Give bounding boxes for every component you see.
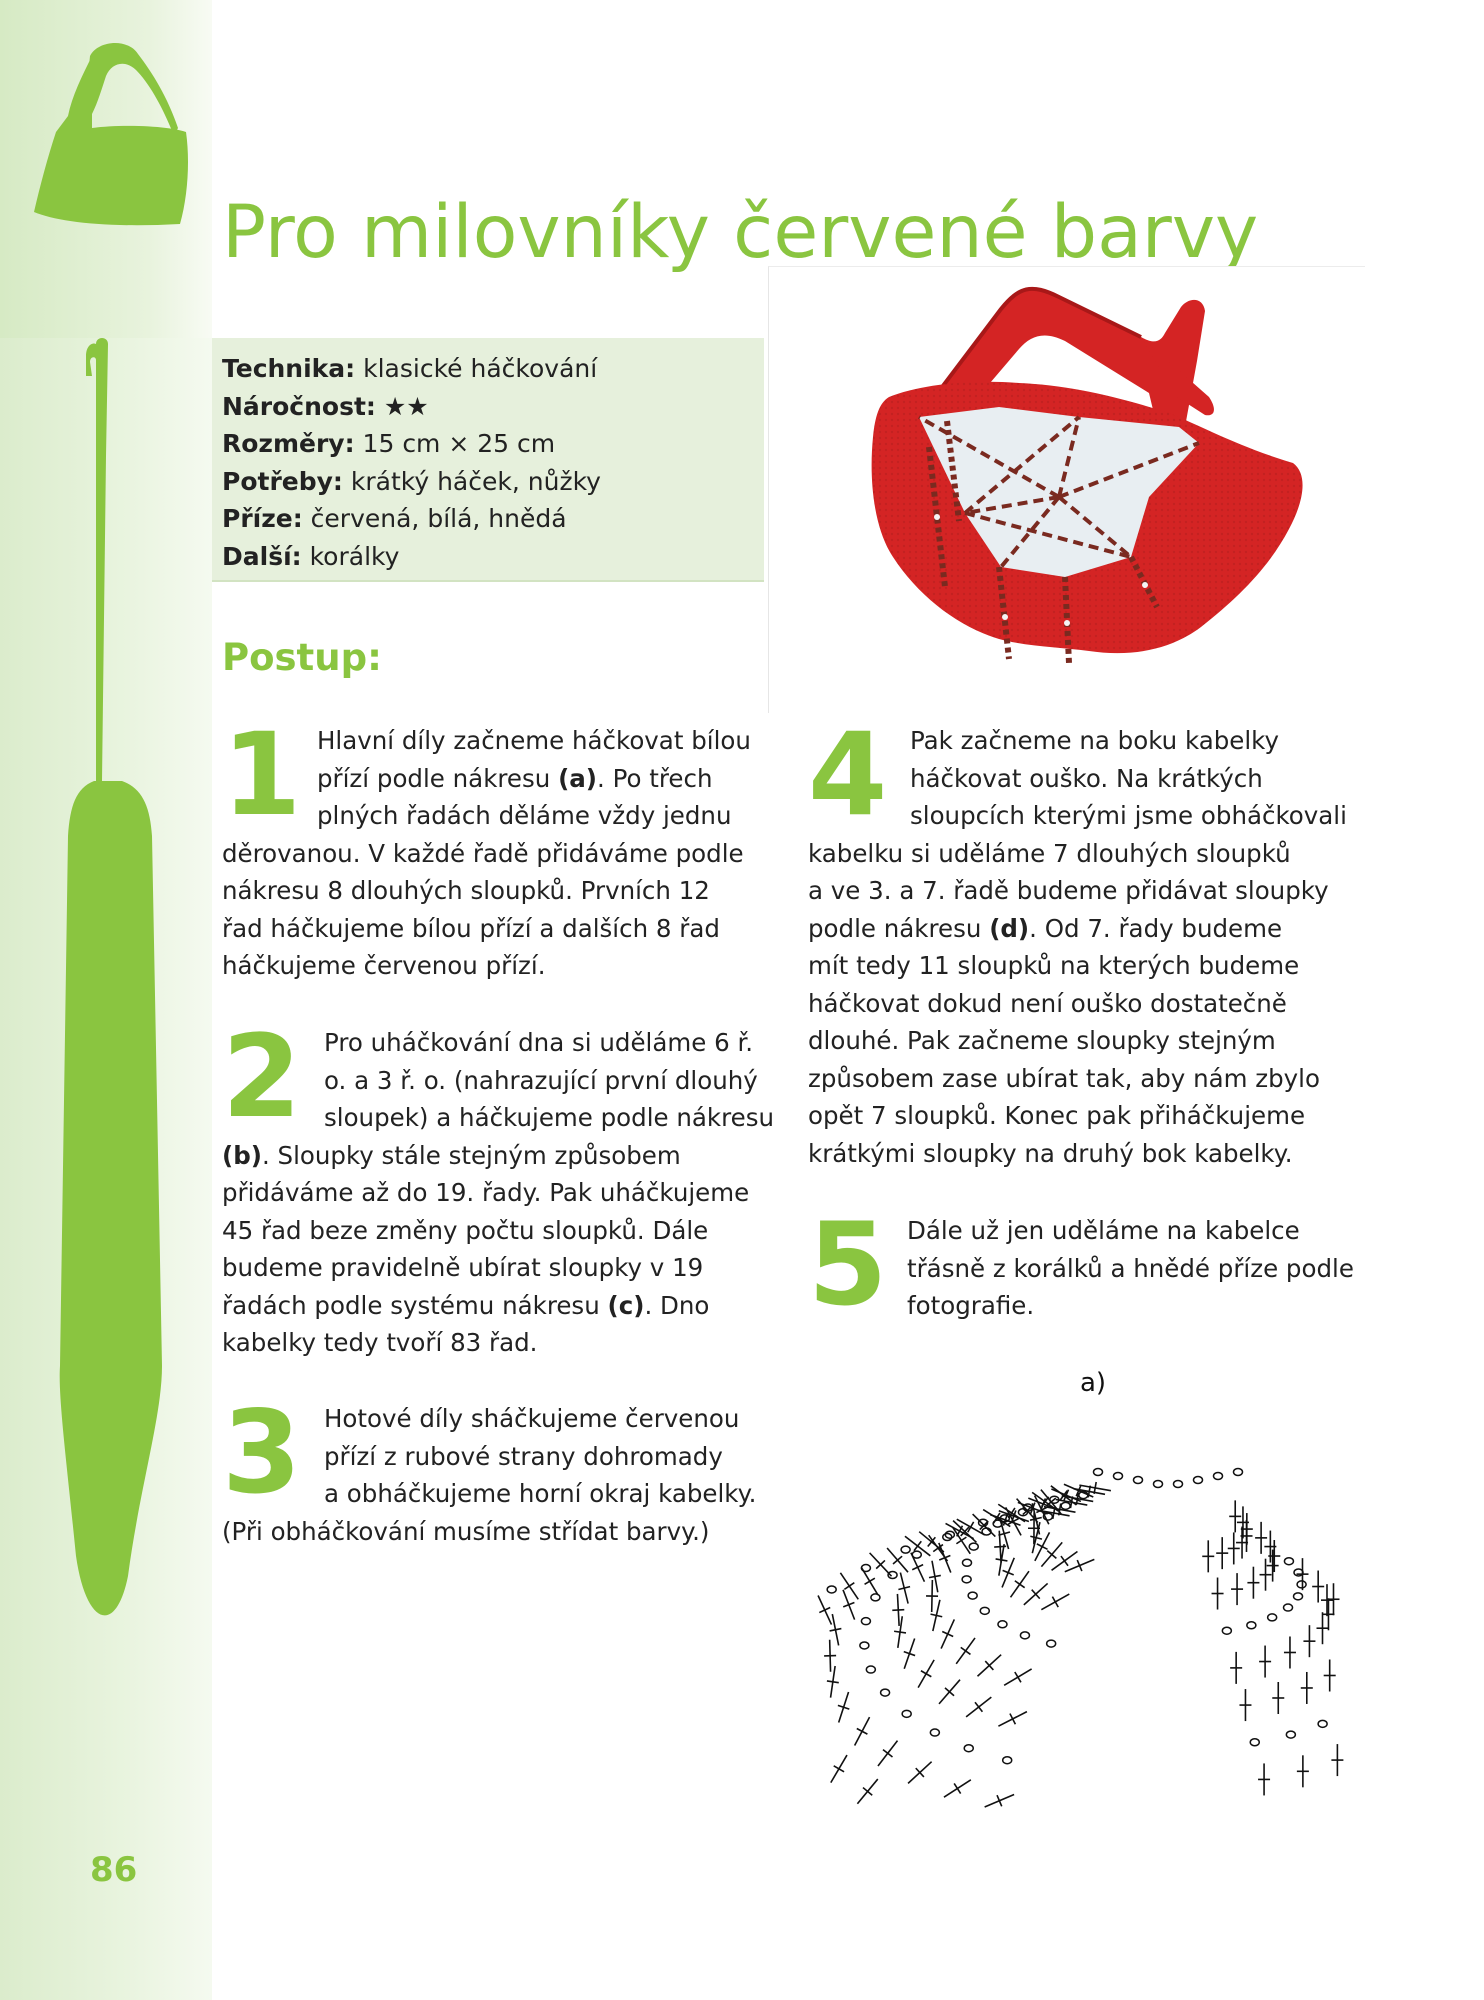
step-line: řadách podle systému nákresu (c). Dno xyxy=(222,1290,710,1320)
step-5 xyxy=(808,1198,1360,1331)
chain-loop xyxy=(998,1621,1007,1628)
step-line: a ve 3. a 7. řadě budeme přidávat sloupky xyxy=(808,876,1329,905)
chain-loop xyxy=(902,1710,911,1717)
chain-loop xyxy=(1234,1469,1243,1476)
chain-loop xyxy=(1114,1473,1123,1480)
bag-logo-icon xyxy=(28,36,198,246)
stitch-bar xyxy=(956,1537,966,1544)
crochet-hook-icon xyxy=(56,336,176,1736)
info-box xyxy=(212,338,764,582)
crochet-diagram xyxy=(808,1356,1350,1818)
info-row xyxy=(222,350,764,388)
stitch-bar xyxy=(1015,1672,1021,1682)
step-line: mít tedy 11 sloupků na kterých budeme xyxy=(808,951,1300,980)
step-line: o. a 3 ř. o. (nahrazující první dlouhý xyxy=(324,1065,758,1095)
info-label: Potřeby: xyxy=(222,466,343,496)
step-text xyxy=(222,722,774,985)
step-text xyxy=(222,1024,774,1362)
info-label: Příze: xyxy=(222,504,303,533)
step-text xyxy=(222,1400,774,1550)
info-label: Rozměry: xyxy=(222,429,355,458)
chain-loop xyxy=(980,1607,989,1614)
chain-loop xyxy=(1003,1757,1012,1764)
stitch-bar xyxy=(1052,1597,1058,1607)
chain-loop xyxy=(901,1546,910,1553)
step-line: budeme pravidelně ubírat sloupky v 19 xyxy=(222,1253,704,1282)
info-value: červená, bílá, hnědá xyxy=(302,504,567,533)
step-line: Dále už jen uděláme na kabelce xyxy=(907,1216,1300,1245)
chain-loop xyxy=(1094,1469,1103,1476)
step-line: (Při obháčkování musíme střídat barvy.) xyxy=(222,1516,710,1546)
chain-loop xyxy=(871,1594,880,1601)
chain-loop xyxy=(969,1543,978,1550)
step-4 xyxy=(808,708,1360,1172)
step-line: háčkovat dokud není ouško dostatečně xyxy=(808,988,1287,1018)
chain-loop xyxy=(962,1559,971,1566)
section-heading: Postup: xyxy=(222,636,382,679)
info-row xyxy=(222,463,764,501)
chain-loop xyxy=(860,1642,869,1649)
stitch-bar xyxy=(834,1766,844,1772)
chain-loop xyxy=(1047,1640,1056,1647)
stitch-bar xyxy=(954,1783,961,1793)
stitch-bar xyxy=(892,1610,904,1611)
step-line: přízí podle nákresu (a). Po třech xyxy=(317,763,713,793)
info-list xyxy=(212,338,764,575)
step-line: děrovanou. V každé řadě přidáváme podle xyxy=(222,838,744,868)
step-line: plných řadách děláme vždy jednu xyxy=(317,801,732,830)
bag-photo xyxy=(768,266,1365,713)
chain-loop xyxy=(1247,1622,1256,1629)
stitch-bar xyxy=(921,1671,931,1677)
info-row xyxy=(222,388,764,426)
info-value: krátký háček, nůžky xyxy=(342,466,601,496)
info-label: Náročnost: xyxy=(222,391,376,421)
step-line: fotografie. xyxy=(907,1291,1035,1320)
step-text xyxy=(808,722,1360,1172)
chain-loop xyxy=(866,1666,875,1673)
step-line: Hlavní díly začneme háčkovat bílou xyxy=(317,726,751,755)
page-title: Pro milovníky červené barvy xyxy=(222,190,1259,275)
stitch-bar xyxy=(894,1631,906,1633)
chain-loop xyxy=(962,1576,971,1583)
stitch-bar xyxy=(1010,1714,1015,1725)
step-line: Hotové díly sháčkujeme červenou xyxy=(324,1404,740,1433)
stitch-bar xyxy=(844,1583,854,1590)
info-value: ★★ xyxy=(375,391,429,421)
chain-loop xyxy=(912,1551,921,1558)
stitch-bar xyxy=(827,1681,839,1683)
chain-loop xyxy=(1250,1739,1259,1746)
chain-loop xyxy=(964,1745,973,1752)
info-label: Další: xyxy=(222,541,302,571)
chain-loop xyxy=(1174,1481,1183,1488)
step-line: řad háčkujeme bílou přízí a dalších 8 řad xyxy=(222,913,720,943)
step-number: 5 xyxy=(808,1198,888,1331)
chain-loop xyxy=(1297,1581,1306,1588)
info-label: Technika: xyxy=(222,354,356,383)
step-line: 45 řad beze změny počtu sloupků. Dále xyxy=(222,1215,709,1245)
step-line: krátkými sloupky na druhý bok kabelky. xyxy=(808,1138,1293,1168)
chain-loop xyxy=(968,1592,977,1599)
chain-loop xyxy=(1284,1558,1293,1565)
step-line: nákresu 8 dlouhých sloupků. Prvních 12 xyxy=(222,876,710,905)
stitch-bar xyxy=(883,1750,893,1757)
chain-loop xyxy=(861,1565,870,1572)
info-value: korálky xyxy=(301,541,400,571)
stitch-bar xyxy=(1015,1581,1025,1588)
step-2 xyxy=(222,1010,775,1362)
stitch-bar xyxy=(857,1729,868,1735)
step-number: 1 xyxy=(222,708,302,841)
step-line: způsobem zase ubírat tak, aby nám zbylo xyxy=(808,1063,1320,1093)
chain-loop xyxy=(861,1618,870,1625)
step-line: opět 7 sloupků. Konec pak přiháčkujeme xyxy=(808,1101,1306,1130)
stitch-bar xyxy=(975,1702,982,1711)
step-number: 2 xyxy=(222,1010,302,1143)
info-row xyxy=(222,500,764,538)
chain-loop xyxy=(1284,1604,1293,1611)
diagram-label: a) xyxy=(1080,1368,1107,1398)
chain-loop xyxy=(1294,1593,1303,1600)
step-line: podle nákresu (d). Od 7. řady budeme xyxy=(808,913,1283,943)
info-value: 15 cm × 25 cm xyxy=(354,429,556,458)
step-line: sloupcích kterými jsme obháčkovali xyxy=(910,801,1347,830)
stitch-bar xyxy=(961,1647,971,1654)
chain-loop xyxy=(1318,1720,1327,1727)
stitch-bar xyxy=(914,1541,921,1551)
chain-loop xyxy=(1061,1502,1070,1509)
chain-loop xyxy=(930,1729,939,1736)
chain-loop xyxy=(881,1689,890,1696)
info-row xyxy=(222,538,764,576)
step-line: přízí z rubové strany dohromady xyxy=(324,1441,723,1471)
stitch-bar xyxy=(996,1559,1008,1561)
step-line: přidáváme až do 19. řady. Pak uháčkujeme xyxy=(222,1178,750,1207)
chain-loop xyxy=(1222,1627,1231,1634)
chain-loop xyxy=(1020,1632,1029,1639)
step-line: háčkovat ouško. Na krátkých xyxy=(910,763,1263,793)
stitch-bar xyxy=(929,1575,941,1577)
stitch-bar xyxy=(1061,1556,1068,1566)
stitch-bar xyxy=(865,1578,875,1584)
chain-loop xyxy=(1286,1731,1295,1738)
chain-loop xyxy=(1214,1473,1223,1480)
step-line: (b). Sloupky stále stejným způsobem xyxy=(222,1140,681,1170)
step-1 xyxy=(222,708,774,985)
info-value: klasické háčkování xyxy=(355,354,598,383)
step-number: 3 xyxy=(222,1386,302,1519)
step-line: háčkujeme červenou přízí. xyxy=(222,951,546,980)
chain-loop xyxy=(827,1586,836,1593)
step-line: sloupek) a háčkujeme podle nákresu xyxy=(324,1103,775,1132)
step-line: Pro uháčkování dna si uděláme 6 ř. xyxy=(324,1028,754,1057)
step-line: a obháčkujeme horní okraj kabelky. xyxy=(324,1479,757,1508)
step-line: kabelky tedy tvoří 83 řad. xyxy=(222,1328,538,1357)
step-line: dlouhé. Pak začneme sloupky stejným xyxy=(808,1026,1276,1055)
chain-loop xyxy=(1268,1614,1277,1621)
step-line: kabelku si uděláme 7 dlouhých sloupků xyxy=(808,838,1291,868)
info-row xyxy=(222,425,764,463)
page-number: 86 xyxy=(90,1850,138,1890)
stitch-bar xyxy=(1037,1544,1048,1549)
step-line: Pak začneme na boku kabelky xyxy=(910,726,1279,755)
step-text xyxy=(808,1212,1360,1325)
chain-loop xyxy=(1194,1477,1203,1484)
chain-loop xyxy=(1134,1477,1143,1484)
step-number: 4 xyxy=(808,708,888,841)
step-3 xyxy=(222,1386,774,1550)
chain-loop xyxy=(1154,1481,1163,1488)
step-line: třásně z korálků a hnědé příze podle xyxy=(907,1253,1354,1283)
